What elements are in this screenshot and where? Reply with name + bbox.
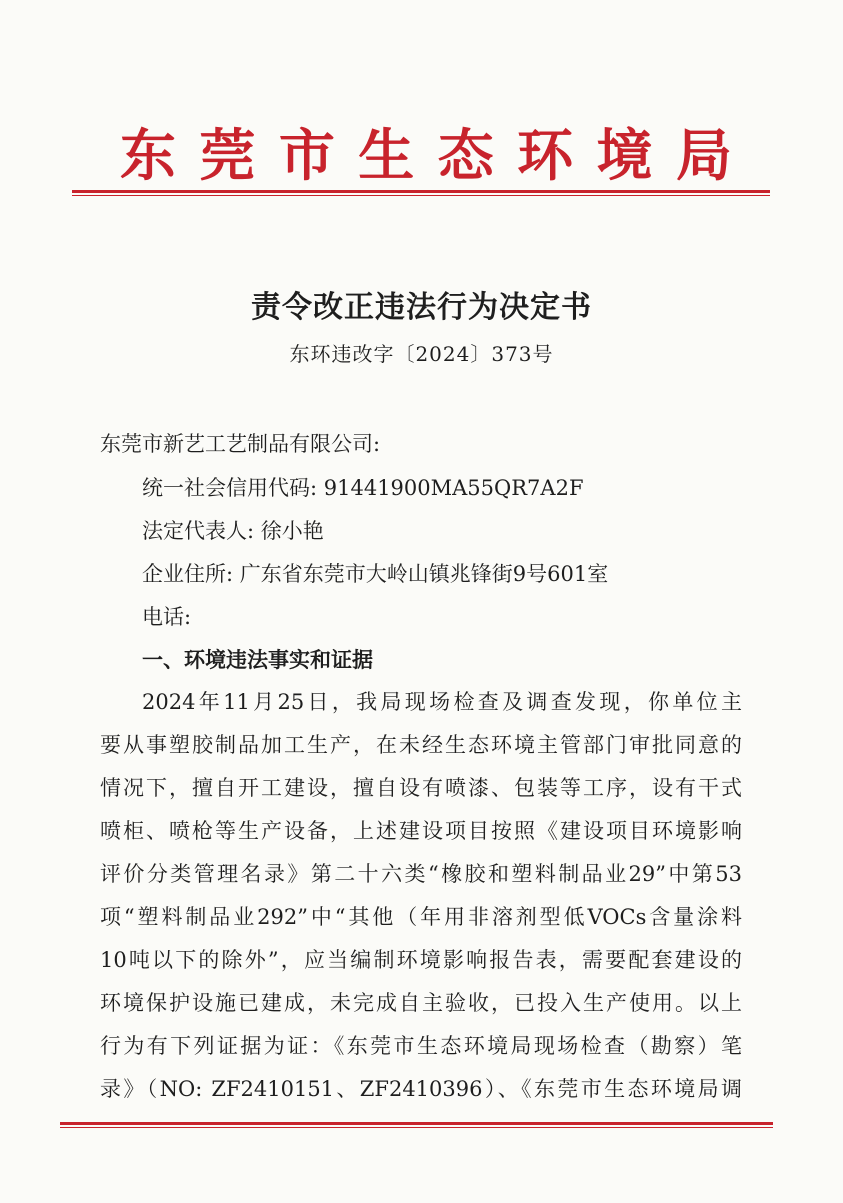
footer-divider-thin (60, 1127, 773, 1128)
paragraph-line: 项“塑料制品业292”中“其他（年用非溶剂型低VOCs含量涂料 (100, 905, 742, 929)
paragraph-line: 行为有下列证据为证：《东莞市生态环境局现场检查（勘察）笔 (100, 1034, 742, 1058)
legal-representative: 法定代表人: 徐小艳 (142, 519, 324, 543)
recipient-name: 东莞市新艺工艺制品有限公司: (100, 432, 381, 456)
masthead-char: 市 (278, 123, 335, 189)
paragraph-line: 录》（NO: ZF2410151、ZF2410396）、《东莞市生态环境局调 (100, 1077, 742, 1101)
footer-divider-thick (60, 1122, 773, 1125)
paragraph-line: 2024年11月25日，我局现场检查及调查发现，你单位主 (142, 690, 742, 714)
document-title: 责令改正违法行为决定书 (251, 290, 592, 325)
company-address: 企业住所: 广东省东莞市大岭山镇兆锋街9号601室 (142, 562, 609, 586)
masthead-org-name (70, 112, 770, 192)
document-number: 东环违改字〔2024〕373号 (289, 342, 554, 366)
masthead-divider-thin (72, 195, 770, 196)
masthead-char: 莞 (199, 123, 256, 189)
masthead-char: 局 (675, 123, 732, 189)
section-heading: 一、环境违法事实和证据 (142, 648, 373, 672)
masthead-char: 境 (596, 123, 653, 189)
masthead-char: 东 (120, 123, 176, 189)
paragraph-line: 评价分类管理名录》第二十六类“橡胶和塑料制品业29”中第53 (100, 862, 742, 886)
paragraph-line: 环境保护设施已建成，未完成自主验收，已投入生产使用。以上 (100, 991, 742, 1015)
company-phone: 电话: (142, 605, 192, 629)
paragraph-line: 喷柜、喷枪等生产设备，上述建设项目按照《建设项目环境影响 (100, 819, 742, 843)
paragraph-line: 10吨以下的除外”，应当编制环境影响报告表，需要配套建设的 (100, 948, 742, 972)
masthead-char: 环 (517, 123, 574, 189)
credit-code: 统一社会信用代码: 91441900MA55QR7A2F (142, 476, 584, 500)
masthead-char: 生 (358, 123, 415, 189)
paragraph-line: 要从事塑胶制品加工生产，在未经生态环境主管部门审批同意的 (100, 733, 742, 757)
masthead-char: 态 (437, 123, 494, 189)
paragraph-line: 情况下，擅自开工建设，擅自设有喷漆、包装等工序，设有干式 (100, 776, 742, 800)
masthead-divider-thick (72, 190, 770, 193)
